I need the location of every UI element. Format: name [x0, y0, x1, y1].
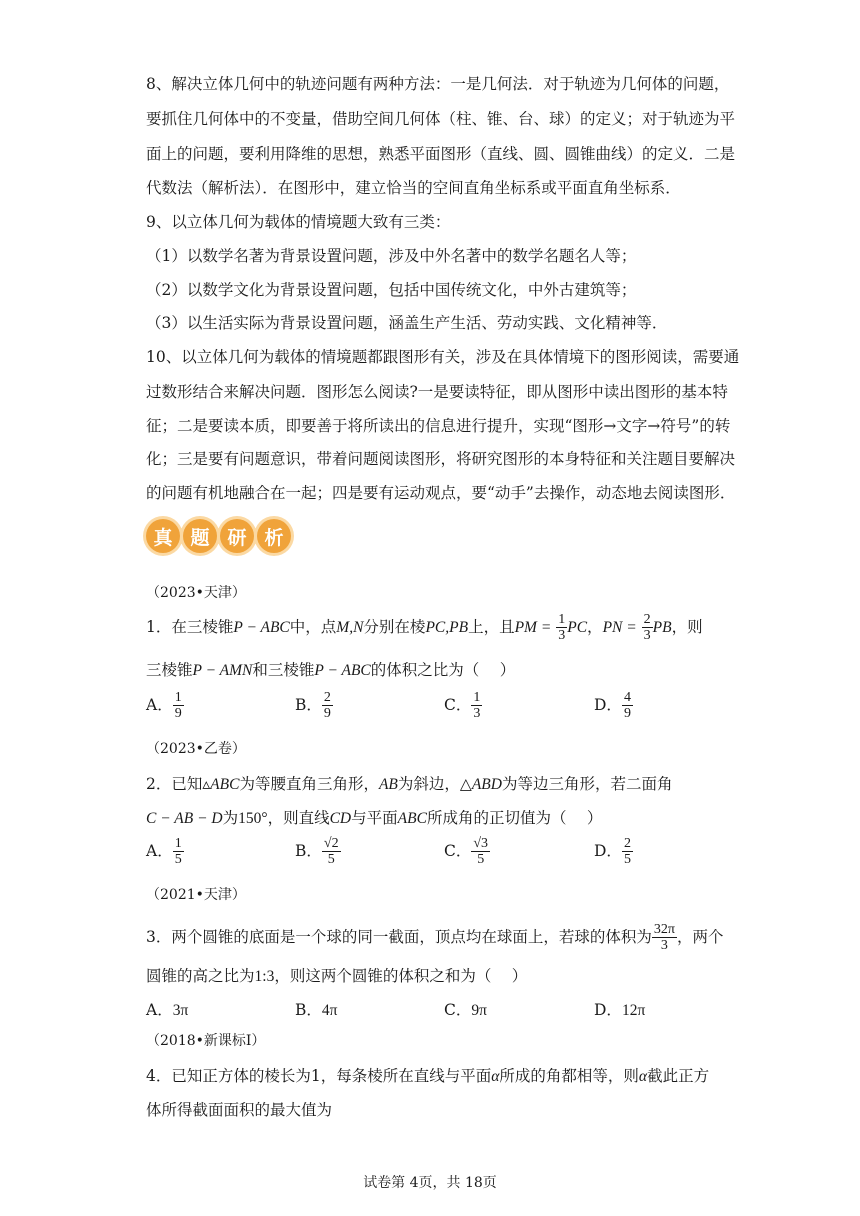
q2-option-a[interactable]: A． $\frac{1}{5}$	[146, 836, 182, 868]
note-8-line-2: 要抓住几何体中的不变量，借助空间几何体（柱、锥、台、球）的定义；对于轨迹为平	[146, 110, 736, 128]
note-10-line-5: 的问题有机地融合在一起；四是要有运动观点，要“动手”去操作，动态地去阅读图形．	[146, 484, 736, 502]
q2-option-c[interactable]: C． $\frac{√3}{5}$	[444, 836, 489, 868]
q2-option-b[interactable]: B． $\frac{√2}{5}$	[295, 836, 339, 868]
note-10-line-3: 征；二是要读本质，即要善于将所读出的信息进行提升，实现“图形→文字→符号”的转	[146, 417, 731, 435]
q3-option-b[interactable]: B．4π	[295, 1001, 338, 1019]
q1-stem-line-1: 1．在三棱锥P − ABC中，点M,N分别在棱PC,PB上，且PM = $\frac{1}{3}$ PC，PN = $\frac{2}{3}$ PB，则	[146, 612, 703, 644]
q3-option-c[interactable]: C．9π	[444, 1001, 487, 1019]
section-badge	[146, 514, 294, 558]
q1-option-c[interactable]: C． $\frac{1}{3}$	[444, 690, 481, 722]
q2-source: （2023•乙卷）	[146, 741, 246, 757]
q3-option-d[interactable]: D．12π	[594, 1001, 646, 1019]
note-9-line-1: 9、以立体几何为载体的情境题大致有三类：	[146, 213, 451, 231]
badge-char: 真	[146, 519, 180, 553]
note-9-line-2: （1）以数学名著为背景设置问题，涉及中外名著中的数学名题名人等；	[146, 247, 637, 265]
q2-stem-line-1: 2．已知▵ABC为等腰直角三角形，AB为斜边，△ABD为等边三角形，若二面角	[146, 775, 673, 793]
q1-option-d[interactable]: D． $\frac{4}{9}$	[594, 690, 631, 722]
q1-source: （2023•天津）	[146, 585, 246, 601]
badge-char: 题	[183, 519, 217, 553]
note-10-line-1: 10、以立体几何为载体的情境题都跟图形有关，涉及在具体情境下的图形阅读，需要通	[146, 348, 740, 366]
fraction: $\frac{2}{3}$	[643, 612, 651, 644]
note-10-line-2: 过数形结合来解决问题．图形怎么阅读?一是要读特征，即从图形中读出图形的基本特	[146, 383, 728, 401]
q2-stem-line-2: C − AB − D为150°，则直线CD与平面ABC所成角的正切值为（ ）	[146, 809, 603, 827]
q3-source: （2021•天津）	[146, 887, 246, 903]
q2-option-d[interactable]: D． $\frac{2}{5}$	[594, 836, 631, 868]
q1-option-a[interactable]: A． $\frac{1}{9}$	[146, 690, 182, 722]
note-8-line-3: 面上的问题，要利用降维的思想，熟悉平面图形（直线、圆、圆锥曲线）的定义．二是	[146, 145, 736, 163]
q3-stem-line-1: 3．两个圆锥的底面是一个球的同一截面，顶点均在球面上，若球的体积为 $\frac{32\pi}{3}$ ，两个	[146, 922, 724, 954]
q4-source: （2018•新课标Ⅰ）	[146, 1033, 266, 1049]
q3-option-a[interactable]: A．3π	[146, 1001, 189, 1019]
note-8-line-1: 8、解决立体几何中的轨迹问题有两种方法：一是几何法．对于轨迹为几何体的问题，	[146, 75, 730, 93]
fraction: $\frac{32\pi}{3}$	[653, 922, 675, 954]
badge-char: 研	[220, 519, 254, 553]
q1-option-b[interactable]: B． $\frac{2}{9}$	[295, 690, 331, 722]
q4-stem-line-2: 体所得截面面积的最大值为	[146, 1101, 333, 1119]
q1-stem-line-2: 三棱锥P − AMN和三棱锥P − ABC的体积之比为（ ）	[146, 661, 516, 679]
note-10-line-4: 化；三是要有问题意识，带着问题阅读图形，将研究图形的本身特征和关注题目要解决	[146, 450, 736, 468]
fraction: $\frac{1}{3}$	[558, 612, 566, 644]
q3-stem-line-2: 圆锥的高之比为1:3，则这两个圆锥的体积之和为（ ）	[146, 967, 528, 985]
page-footer: 试卷第 4页，共 18页	[363, 1175, 497, 1191]
q4-stem-line-1: 4．已知正方体的棱长为1，每条棱所在直线与平面α所成的角都相等，则α截此正方	[146, 1067, 710, 1085]
note-9-line-4: （3）以生活实际为背景设置问题，涵盖生产生活、劳动实践、文化精神等．	[146, 314, 668, 332]
note-9-line-3: （2）以数学文化为背景设置问题，包括中国传统文化，中外古建筑等；	[146, 281, 637, 299]
note-8-line-4: 代数法（解析法）．在图形中，建立恰当的空间直角坐标系或平面直角坐标系．	[146, 179, 681, 197]
badge-char: 析	[257, 519, 291, 553]
